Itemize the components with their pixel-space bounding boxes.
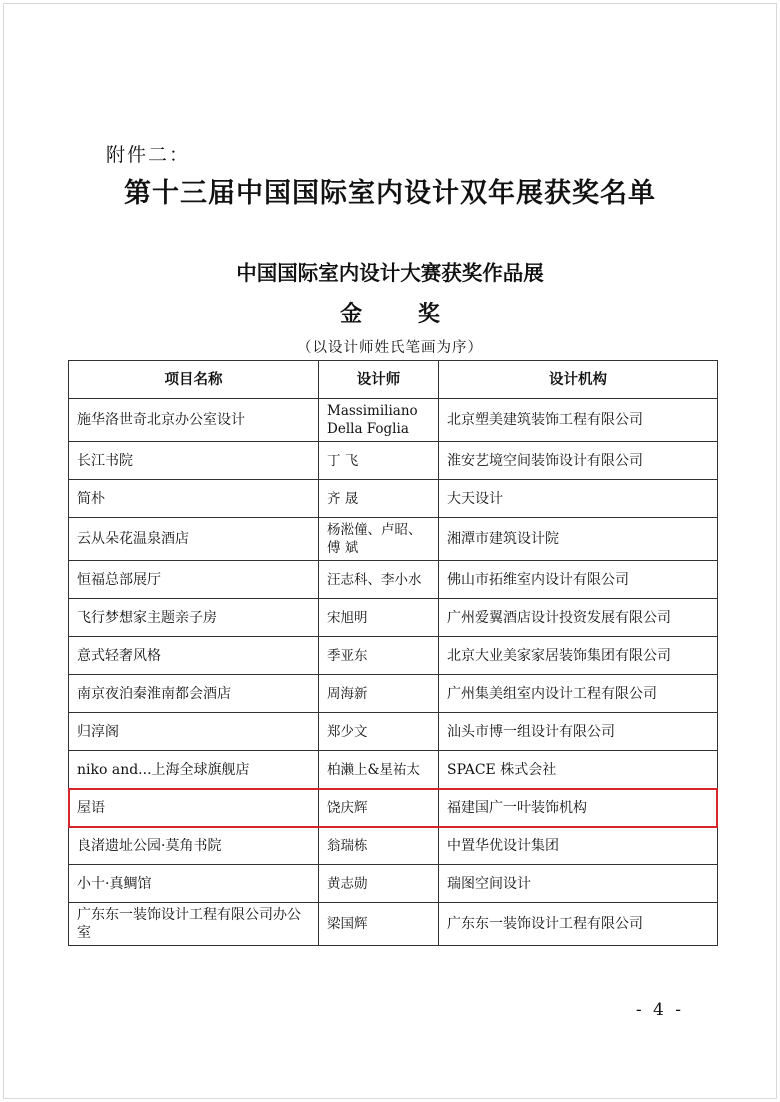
- designer-name: 季亚东: [319, 637, 439, 675]
- design-organization: 广州集美组室内设计工程有限公司: [439, 675, 718, 713]
- designer-name: 周海新: [319, 675, 439, 713]
- project-name: 长江书院: [69, 442, 319, 480]
- table-row-highlighted: [69, 789, 718, 827]
- project-name: 云从朵花温泉酒店: [69, 518, 319, 561]
- table-row: [69, 442, 718, 480]
- designer-name: 丁 飞: [319, 442, 439, 480]
- award-level-heading: 金 奖: [340, 301, 464, 327]
- project-name: 小十·真鲷馆: [69, 865, 319, 903]
- design-organization: 广州爱翼酒店设计投资发展有限公司: [439, 599, 718, 637]
- designer-name: 宋旭明: [319, 599, 439, 637]
- table-row: [69, 827, 718, 865]
- page-number: - 4 -: [635, 1000, 684, 1020]
- table-row: [69, 518, 718, 561]
- header-designer: 设计师: [319, 361, 439, 399]
- design-organization: 汕头市博一组设计有限公司: [439, 713, 718, 751]
- order-note: （以设计师姓氏笔画为序）: [297, 340, 483, 356]
- header-project: 项目名称: [69, 361, 319, 399]
- table-row: [69, 637, 718, 675]
- design-organization: SPACE 株式会社: [439, 751, 718, 789]
- design-organization: 福建国广一叶装饰机构: [439, 789, 718, 827]
- table-row: [69, 865, 718, 903]
- design-organization: 瑞图空间设计: [439, 865, 718, 903]
- project-name: 良渚遗址公园·莫角书院: [69, 827, 319, 865]
- table-row: [69, 903, 718, 946]
- project-name: 归淳阁: [69, 713, 319, 751]
- project-name: 意式轻奢风格: [69, 637, 319, 675]
- designer-name: 杨淞僮、卢昭、傅 斌: [319, 518, 439, 561]
- project-name: 屋语: [69, 789, 319, 827]
- table-row: [69, 480, 718, 518]
- designer-name: 翁瑞栋: [319, 827, 439, 865]
- project-name: niko and...上海全球旗舰店: [69, 751, 319, 789]
- header-organization: 设计机构: [439, 361, 718, 399]
- project-name: 广东东一装饰设计工程有限公司办公室: [69, 903, 319, 946]
- table-row: [69, 599, 718, 637]
- designer-name: 黄志勋: [319, 865, 439, 903]
- designer-name: 郑少文: [319, 713, 439, 751]
- table-row: [69, 713, 718, 751]
- design-organization: 湘潭市建筑设计院: [439, 518, 718, 561]
- project-name: 南京夜泊秦淮南都会酒店: [69, 675, 319, 713]
- awards-table: [68, 360, 718, 946]
- main-title: 第十三届中国国际室内设计双年展获奖名单: [124, 178, 656, 209]
- designer-name: 饶庆辉: [319, 789, 439, 827]
- table-row: [69, 751, 718, 789]
- design-organization: 北京塑美建筑装饰工程有限公司: [439, 399, 718, 442]
- project-name: 简朴: [69, 480, 319, 518]
- design-organization: 淮安艺境空间装饰设计有限公司: [439, 442, 718, 480]
- table-row: [69, 675, 718, 713]
- table-header-row: [69, 361, 718, 399]
- project-name: 飞行梦想家主题亲子房: [69, 599, 319, 637]
- designer-name: 汪志科、李小水: [319, 561, 439, 599]
- table-row: [69, 399, 718, 442]
- designer-name: 柏濑上&星祐太: [319, 751, 439, 789]
- project-name: 恒福总部展厅: [69, 561, 319, 599]
- project-name: 施华洛世奇北京办公室设计: [69, 399, 319, 442]
- designer-name: 齐 晟: [319, 480, 439, 518]
- design-organization: 中置华优设计集团: [439, 827, 718, 865]
- designer-name: 梁国辉: [319, 903, 439, 946]
- attachment-label: 附件二：: [106, 144, 191, 166]
- exhibition-subtitle: 中国国际室内设计大赛获奖作品展: [236, 261, 544, 285]
- design-organization: 大天设计: [439, 480, 718, 518]
- table-row: [69, 561, 718, 599]
- design-organization: 北京大业美家家居装饰集团有限公司: [439, 637, 718, 675]
- design-organization: 广东东一装饰设计工程有限公司: [439, 903, 718, 946]
- design-organization: 佛山市拓维室内设计有限公司: [439, 561, 718, 599]
- designer-name: Massimiliano Della Foglia: [319, 399, 439, 442]
